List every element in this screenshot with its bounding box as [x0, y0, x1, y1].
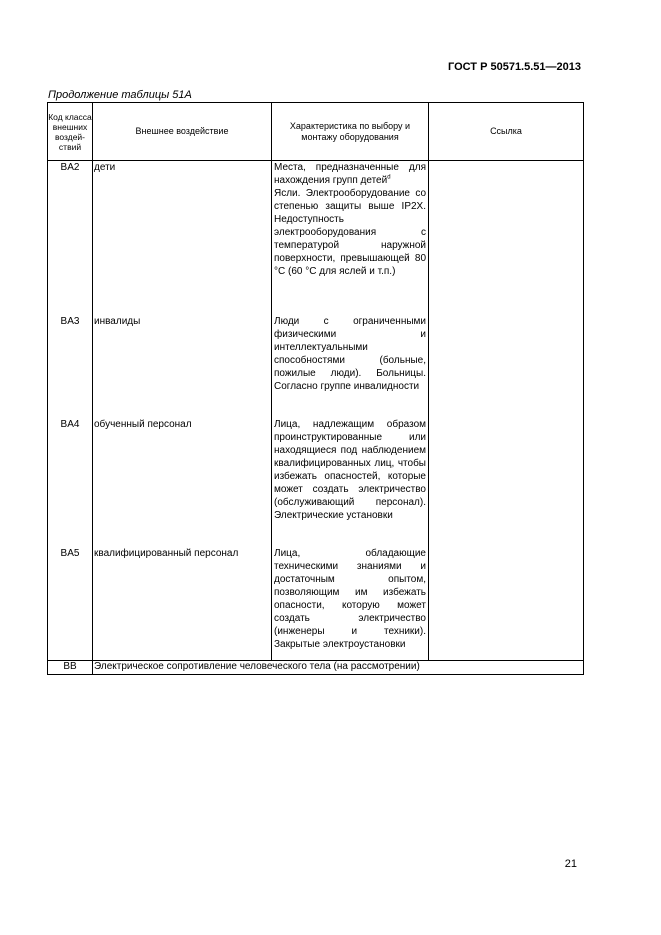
row-reference	[429, 161, 584, 316]
row-code: BB	[48, 661, 93, 675]
row-characteristic: Люди с ограниченными физическими и интеллектуальными способностями (больные, пожилые люди). Больницы. Согласно группе инвалидности	[272, 315, 429, 418]
row-reference	[429, 315, 584, 418]
row-external-influence: дети	[93, 161, 272, 316]
footnote-marker: d	[387, 174, 391, 181]
row-characteristic: Лица, надлежащим образом проинструктированные или находящиеся под наблюдением квалифицированных лиц, чтобы избежать опасностей, которые может создать электричество (обслуживающий персонал). Электрические установки	[272, 418, 429, 547]
classification-table-container	[47, 102, 583, 675]
row-external-influence: квалифицированный персонал	[93, 547, 272, 661]
row-reference	[429, 418, 584, 547]
header-external-influence: Внешнее воздействие	[93, 103, 272, 161]
row-reference	[429, 547, 584, 661]
header-characteristic: Характеристика по выбору и монтажу оборудования	[272, 103, 429, 161]
row-code: BA4	[48, 418, 93, 547]
row-code: BA3	[48, 315, 93, 418]
table-row-bb	[48, 661, 584, 675]
row-characteristic	[272, 161, 429, 316]
table-row	[48, 161, 584, 316]
table-caption: Продолжение таблицы 51А	[48, 89, 192, 101]
row-code: BA2	[48, 161, 93, 316]
header-code: Код класса внешних воздей-ствий	[48, 103, 93, 161]
classification-table	[47, 102, 584, 675]
row-external-influence: инвалиды	[93, 315, 272, 418]
row-code: BA5	[48, 547, 93, 661]
page-number: 21	[564, 858, 577, 870]
table-header-row	[48, 103, 584, 161]
row-external-influence: обученный персонал	[93, 418, 272, 547]
characteristic-text-continued: Ясли. Электрооборудование со степенью защиты выше IP2X. Недоступность электрооборудования с температурой наружной поверхности, превышающей 80 °С (60 °С для яслей и т.п.)	[274, 188, 426, 277]
table-row	[48, 418, 584, 547]
row-bb-description: Электрическое сопротивление человеческого тела (на рассмотрении)	[93, 661, 584, 675]
header-reference: Ссылка	[429, 103, 584, 161]
characteristic-text: Места, предназначенные для нахождения групп детей	[274, 162, 426, 186]
table-row	[48, 315, 584, 418]
document-standard-id: ГОСТ Р 50571.5.51—2013	[447, 61, 581, 73]
table-row	[48, 547, 584, 661]
row-characteristic: Лица, обладающие техническими знаниями и достаточным опытом, позволяющим им избежать опасности, которую может создать электричество (инженеры и техники). Закрытые электроустановки	[272, 547, 429, 661]
